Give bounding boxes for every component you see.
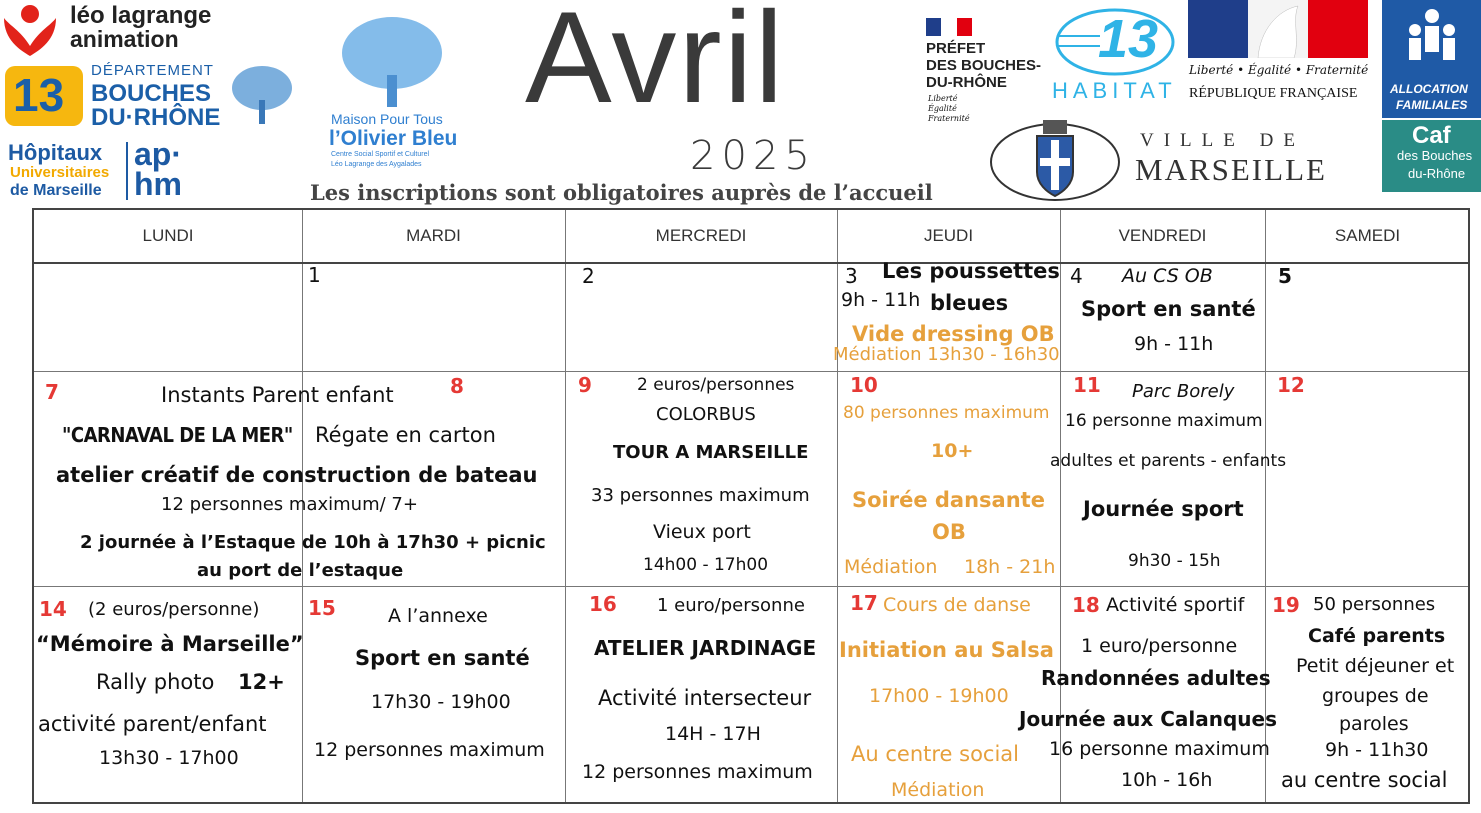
event-text: activité parent/enfant xyxy=(38,712,267,736)
event-title: Initiation au Salsa xyxy=(839,638,1054,662)
day-number-5: 5 xyxy=(1278,264,1292,288)
day-number-2: 2 xyxy=(582,264,595,288)
hop-line2: Universitaires xyxy=(10,164,110,181)
leo-line1: léo lagrange xyxy=(70,2,212,29)
event-title: Sport en santé xyxy=(355,646,530,670)
caf-people-icon xyxy=(1397,6,1467,76)
caf-line1: ALLOCATION xyxy=(1390,82,1468,96)
caf-top xyxy=(1382,0,1481,118)
day-number-8: 8 xyxy=(450,374,464,398)
event-text: Les poussettes xyxy=(882,259,1060,283)
event-time: 14H - 17H xyxy=(665,723,761,745)
day-number-14: 14 xyxy=(39,597,67,621)
event-title: atelier créatif de construction de bateau xyxy=(56,463,538,487)
olivier-line4: Léo Lagrange des Aygalades xyxy=(331,161,422,168)
habitat-number: 13 xyxy=(1098,9,1159,69)
event-text: Rally photo xyxy=(96,670,215,694)
caf-bottom xyxy=(1382,120,1481,192)
prefet-line1: PRÉFET xyxy=(926,40,986,57)
event-title: ATELIER JARDINAGE xyxy=(594,636,817,660)
event-location: Parc Borely xyxy=(1132,381,1235,402)
event-time: 18h - 21h xyxy=(964,556,1056,578)
event-title: TOUR A MARSEILLE xyxy=(613,442,809,463)
caf-line5: du-Rhône xyxy=(1408,166,1466,181)
col-divider xyxy=(565,210,566,802)
event-capacity: 33 personnes maximum xyxy=(591,485,810,506)
event-capacity: 16 personne maximum xyxy=(1065,411,1263,431)
event-location: A l’annexe xyxy=(388,605,488,627)
event-text: Activité intersecteur xyxy=(598,686,812,710)
event-title: “Mémoire à Marseille” xyxy=(36,632,304,656)
event-mediation: Médiation xyxy=(844,556,938,578)
event-time: 17h00 - 19h00 xyxy=(869,685,1009,707)
caf-logo xyxy=(1382,0,1481,192)
event-text: Cours de danse xyxy=(883,594,1031,616)
aphm-divider xyxy=(126,142,128,200)
rf-name: RÉPUBLIQUE FRANÇAISE xyxy=(1189,86,1358,101)
event-price: 2 euros/personnes xyxy=(637,375,795,395)
day-header-jeudi: JEUDI xyxy=(923,226,974,245)
event-text: COLORBUS xyxy=(656,404,756,425)
day-number-10: 10 xyxy=(850,373,878,397)
caf-line4: des Bouches xyxy=(1397,148,1473,163)
hop-line3: de Marseille xyxy=(10,182,102,199)
event-time: 9h - 11h xyxy=(1134,333,1214,355)
marseille-coat-of-arms-icon xyxy=(985,114,1125,206)
event-text: Régate en carton xyxy=(315,423,496,447)
event-mediation: Médiation xyxy=(891,779,985,801)
ville-marseille-logo xyxy=(985,112,1327,210)
day-header-lundi: LUNDI xyxy=(142,226,194,245)
hop-line1: Hôpitaux xyxy=(8,140,103,165)
event-title: Randonnées adultes xyxy=(1041,666,1271,690)
day-header-vendredi: VENDREDI xyxy=(1118,226,1207,245)
event-location: Au centre social xyxy=(851,742,1019,766)
event-capacity: 16 personne maximum xyxy=(1049,738,1270,760)
leo-lagrange-heart-icon xyxy=(0,0,62,58)
event-title: "CARNAVAL DE LA MER" xyxy=(62,423,293,447)
olivier-line3: Centre Social Sportif et Culturel xyxy=(331,151,430,158)
day-header-samedi: SAMEDI xyxy=(1334,226,1401,245)
event-capacity: 12 personnes maximum xyxy=(582,761,813,783)
aphm-logo xyxy=(8,136,208,205)
event-price: (2 euros/personne) xyxy=(88,599,260,620)
event-title: Café parents xyxy=(1308,625,1446,647)
tree-icon xyxy=(227,62,297,128)
dept-badge-number: 13 xyxy=(13,69,65,121)
dept-line3: DU·RHÔNE xyxy=(91,104,221,131)
event-mediation: Médiation 13h30 - 16h30 xyxy=(833,344,1060,365)
dept-badge xyxy=(5,66,83,126)
event-title: Soirée dansante xyxy=(852,488,1045,512)
day-number-16: 16 xyxy=(589,592,617,616)
event-text: 2 journée à l’Estaque de 10h à 17h30 + picnic xyxy=(80,532,546,553)
event-title: Vide dressing OB xyxy=(852,322,1055,346)
event-location: Vieux port xyxy=(653,521,751,543)
leo-lagrange-logo xyxy=(0,0,220,58)
page-subtitle: Les inscriptions sont obligatoires auprès de l’accueil xyxy=(310,180,933,205)
dept-line1: DÉPARTEMENT xyxy=(91,62,214,79)
day-number-19: 19 xyxy=(1272,593,1300,617)
event-text: Petit déjeuner et xyxy=(1296,655,1455,677)
event-title: Journée aux Calanques xyxy=(1019,707,1277,731)
page-year: 2025 xyxy=(690,133,816,179)
day-number-9: 9 xyxy=(578,373,592,397)
event-title: OB xyxy=(932,520,966,544)
prefet-motto2: Égalité xyxy=(928,104,957,113)
departement-logo xyxy=(5,62,295,132)
prefet-line2: DES BOUCHES- xyxy=(926,57,1042,74)
event-text: bleues xyxy=(930,291,1009,315)
prefet-line3: DU-RHÔNE xyxy=(926,74,1007,91)
row-divider xyxy=(34,371,1468,372)
habitat-logo xyxy=(1050,0,1185,105)
prefet-motto3: Fraternité xyxy=(928,114,970,123)
event-text: adultes et parents - enfants xyxy=(1050,451,1287,471)
page-title: Avril xyxy=(525,0,786,130)
habitat-word: HABITAT xyxy=(1052,78,1177,103)
day-number-15: 15 xyxy=(308,596,336,620)
day-number-17: 17 xyxy=(850,591,878,615)
olive-tree-icon xyxy=(337,15,447,110)
day-number-18: 18 xyxy=(1072,593,1100,617)
event-title: Journée sport xyxy=(1083,497,1244,521)
event-capacity: 50 personnes xyxy=(1313,594,1436,615)
event-text: groupes de xyxy=(1322,685,1429,707)
col-divider xyxy=(837,210,838,802)
event-text: Instants Parent enfant xyxy=(161,383,394,407)
event-text: paroles xyxy=(1339,713,1409,735)
event-capacity: 80 personnes maximum xyxy=(843,403,1050,423)
row-divider xyxy=(34,586,1468,587)
ville-line2: MARSEILLE xyxy=(1135,152,1327,187)
leo-line2: animation xyxy=(70,26,179,52)
day-header-mardi: MARDI xyxy=(406,226,461,245)
event-time: 17h30 - 19h00 xyxy=(371,691,511,713)
event-time: 9h - 11h xyxy=(841,289,921,311)
day-header-mercredi: MERCREDI xyxy=(655,226,747,245)
day-number-3: 3 xyxy=(845,264,858,288)
rf-motto: Liberté • Égalité • Fraternité xyxy=(1189,63,1369,77)
event-price: 1 euro/personne xyxy=(1081,635,1238,657)
aphm-top: ap· xyxy=(134,136,182,172)
aphm-bottom: hm xyxy=(134,166,182,202)
olivier-bleu-logo xyxy=(325,15,460,175)
event-capacity: 12 personnes maximum xyxy=(314,739,545,761)
prefet-motto1: Liberté xyxy=(928,94,958,103)
event-time: 13h30 - 17h00 xyxy=(99,747,239,769)
olivier-line2: l’Olivier Bleu xyxy=(329,127,458,150)
event-age: 12+ xyxy=(238,670,285,694)
event-capacity: 12 personnes maximum/ 7+ xyxy=(161,494,418,515)
dept-line2: BOUCHES xyxy=(91,80,212,107)
event-time: 14h00 - 17h00 xyxy=(643,555,769,575)
marianne-flag-icon xyxy=(926,18,972,36)
republique-francaise-logo xyxy=(1188,0,1373,108)
day-number-4: 4 xyxy=(1070,264,1083,288)
event-price: 1 euro/personne xyxy=(657,595,805,616)
olivier-line1: Maison Pour Tous xyxy=(331,111,443,127)
caf-line3: Caf xyxy=(1412,122,1451,149)
event-time: 9h - 11h30 xyxy=(1325,739,1429,761)
day-number-7: 7 xyxy=(45,380,59,404)
header-divider xyxy=(34,262,1468,264)
day-number-1: 1 xyxy=(308,263,321,287)
event-title: Sport en santé xyxy=(1081,297,1256,321)
event-text: au port de l’estaque xyxy=(197,560,404,581)
caf-line2: FAMILIALES xyxy=(1396,98,1468,112)
event-text: Activité sportif xyxy=(1106,594,1245,616)
event-time: 9h30 - 15h xyxy=(1128,551,1221,571)
event-location: Au CS OB xyxy=(1122,265,1213,287)
event-location: au centre social xyxy=(1281,768,1448,792)
event-time: 10h - 16h xyxy=(1121,769,1213,791)
day-number-12: 12 xyxy=(1277,373,1305,397)
event-age: 10+ xyxy=(931,440,974,462)
marianne-icon xyxy=(1188,0,1368,58)
day-number-11: 11 xyxy=(1073,373,1101,397)
ville-line1: VILLE DE xyxy=(1140,130,1305,151)
